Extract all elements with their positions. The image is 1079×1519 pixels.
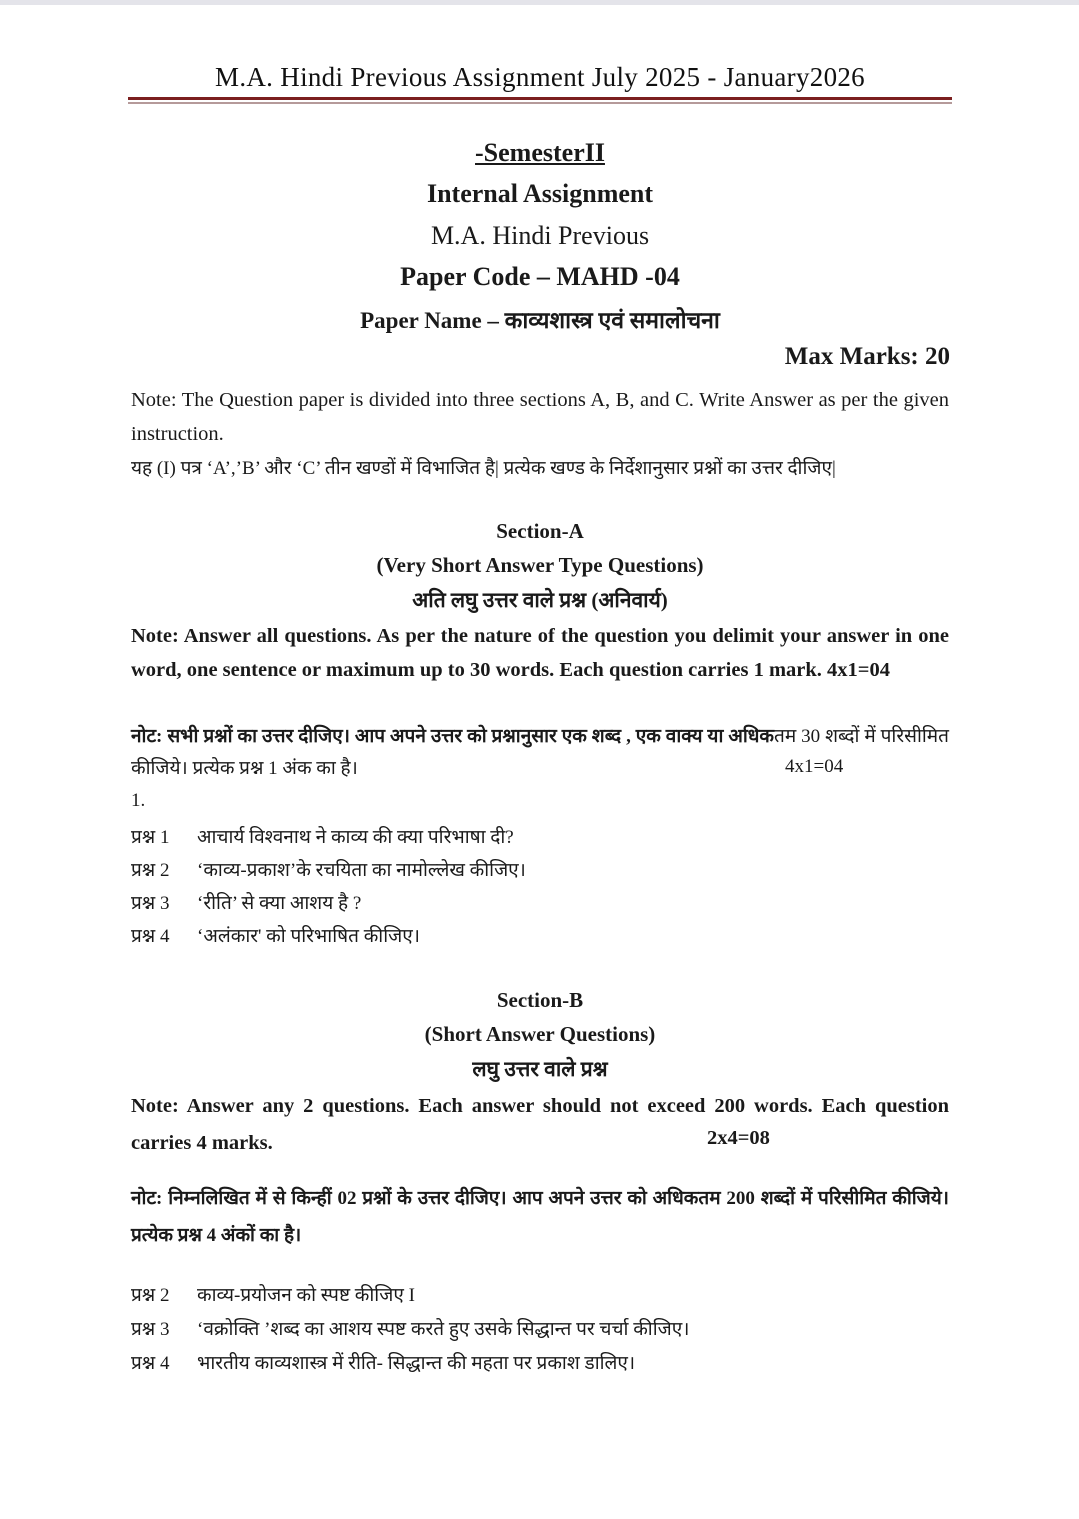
question-text: ‘अलंकार' को परिभाषित कीजिए।: [197, 926, 420, 947]
question-label: प्रश्न 2: [131, 1285, 170, 1306]
question-text: आचार्य विश्वनाथ ने काव्य की क्या परिभाषा दी?: [197, 827, 514, 848]
section-a-note-hindi-bold: नोट: सभी प्रश्नों का उत्तर दीजिए। आप अपने उत्तर को प्रश्नानुसार एक शब्द , एक वाक्य या अधिक: [131, 726, 775, 747]
question-label: प्रश्न 3: [131, 1319, 170, 1340]
question-text: ‘रीति’ से क्या आशय है ?: [197, 893, 362, 914]
general-note-hindi: यह (I) पत्र ‘A’,’B’ और ‘C’ तीन खण्डों में विभाजित है| प्रत्येक खण्ड के निर्देशानुसार प्रश्नों का उत्तर दीजिए|: [131, 458, 836, 479]
section-b-note-hindi: नोट: निम्नलिखित में से किन्हीं 02 प्रश्नों के उत्तर दीजिए। आप अपने उत्तर को अधिकतम 200 शब्दों में परिसीमित कीजिये। प्रत्येक प्रश्न 4 अंकों का है।: [131, 1188, 949, 1246]
semester-heading: -SemesterII: [475, 138, 605, 167]
question-item: [131, 922, 420, 948]
question-label: प्रश्न 4: [131, 926, 170, 947]
paper-code-heading: Paper Code – MAHD -04: [400, 262, 680, 291]
section-a-subtitle: (Very Short Answer Type Questions): [376, 553, 704, 577]
question-item: [131, 1281, 415, 1307]
general-note-english: Note: The Question paper is divided into three sections A, B, and C. Write Answer as per the given instruction.: [131, 389, 949, 445]
section-a-subtitle-hindi: अति लघु उत्तर वाले प्रश्न (अनिवार्य): [412, 588, 668, 612]
question-label: प्रश्न 3: [131, 893, 170, 914]
question-label: प्रश्न 4: [131, 1353, 170, 1374]
section-a-note-english: Note: Answer all questions. As per the nature of the question you delimit your answer in one word, one sentence or maximum up to 30 words. Each question carries 1 mark. 4x1=04: [131, 625, 949, 681]
question-item: [131, 1349, 635, 1375]
section-b-subtitle-hindi: लघु उत्तर वाले प्रश्न: [472, 1057, 608, 1081]
section-b-marks: 2x4=08: [707, 1127, 770, 1149]
question-text: भारतीय काव्यशास्त्र में रीति- सिद्धान्त की महता पर प्रकाश डालिए।: [197, 1353, 636, 1374]
section-a-title: Section-A: [496, 519, 584, 543]
paper-name-heading: Paper Name – काव्यशास्त्र एवं समालोचना: [360, 308, 720, 333]
section-b-note-english: Note: Answer any 2 questions. Each answer should not exceed 200 words. Each question carries 4 marks.: [131, 1095, 949, 1154]
question-label: प्रश्न 1: [131, 827, 170, 848]
section-a-number: 1.: [131, 790, 146, 811]
question-item: [131, 889, 361, 915]
program-heading: M.A. Hindi Previous: [430, 221, 650, 250]
question-text: ‘वक्रोक्ति ’शब्द का आशय स्पष्ट करते हुए उसके सिद्धान्त पर चर्चा कीजिए।: [197, 1319, 690, 1340]
question-label: प्रश्न 2: [131, 860, 170, 881]
question-text: ‘काव्य-प्रकाश’के रचयिता का नामोल्लेख कीजिए।: [197, 860, 526, 881]
section-b-subtitle: (Short Answer Questions): [424, 1022, 656, 1046]
page-header-title: M.A. Hindi Previous Assignment July 2025 - January2026: [215, 62, 865, 92]
question-text: काव्य-प्रयोजन को स्पष्ट कीजिए I: [197, 1285, 415, 1306]
section-a-marks: 4x1=04: [785, 756, 844, 777]
max-marks: Max Marks: 20: [784, 343, 950, 370]
question-item: [131, 1315, 689, 1341]
question-item: [131, 856, 526, 882]
header-rule: [128, 97, 952, 100]
header-rule-secondary: [128, 102, 952, 104]
assignment-type-heading: Internal Assignment: [426, 179, 654, 208]
question-item: [131, 823, 514, 849]
section-a-note-hindi-rest: तम 30 शब्दों में परिसीमित कीजिये। प्रत्येक प्रश्न 1 अंक का है।: [131, 726, 949, 779]
section-b-title: Section-B: [496, 988, 584, 1012]
